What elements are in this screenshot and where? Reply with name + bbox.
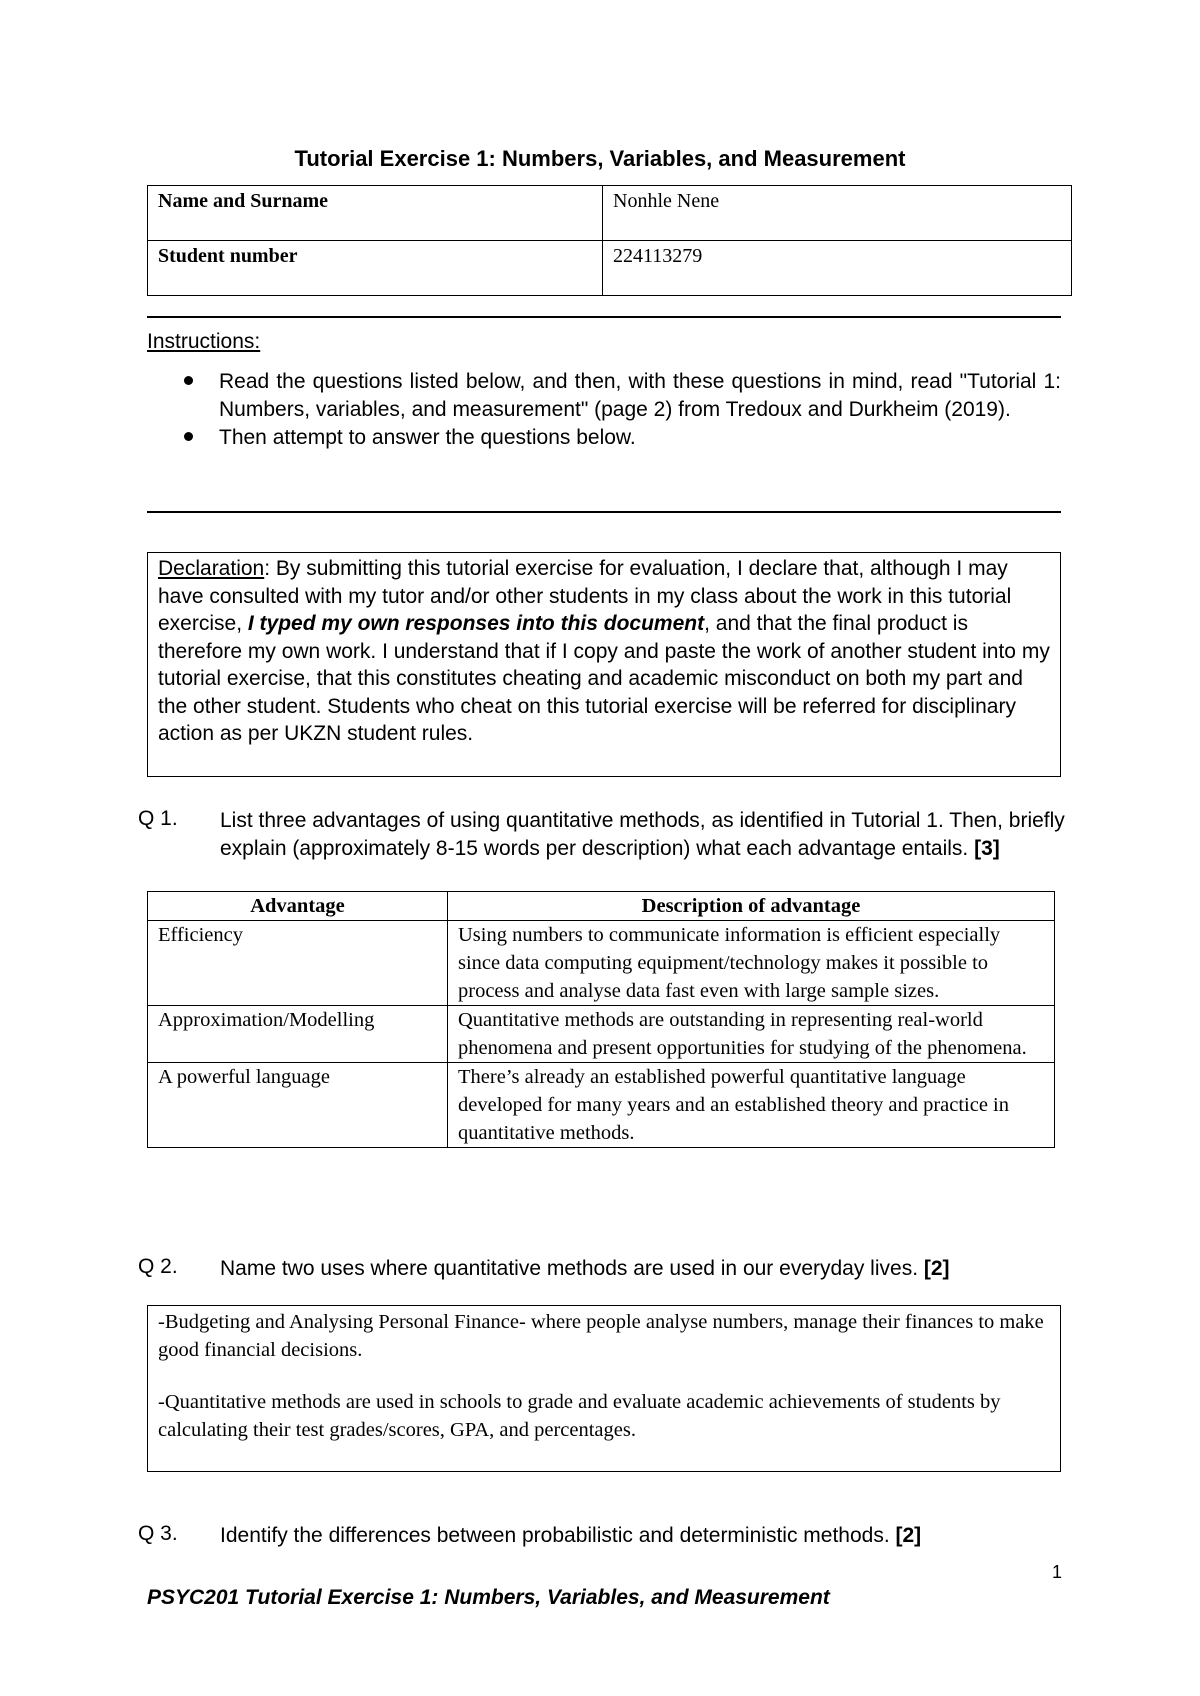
table-row bbox=[148, 1063, 1055, 1148]
column-header: Description of advantage bbox=[448, 892, 1055, 921]
horizontal-rule bbox=[147, 316, 1061, 318]
bullet-icon bbox=[184, 376, 193, 385]
description-cell: Using numbers to communicate information is efficient especially since data computing equipment/technology makes it possible to process and analyse data fast even with large sample sizes. bbox=[448, 921, 1055, 1006]
declaration-text-end: , and that the final product is therefore my own work. I understand that if I copy and paste the work of another student into my tutorial exercise, that this constitutes cheating and academic misconduct on both my part and the other student. Students who cheat on this tutorial exercise will be referred for disciplinary action as per UKZN student rules. bbox=[158, 612, 1050, 745]
instructions-list bbox=[147, 368, 1061, 452]
q3-text: Identify the differences between probabilistic and deterministic methods. [2] bbox=[220, 1524, 922, 1547]
answer-paragraph: -Quantitative methods are used in schools to grade and evaluate academic achievements of students by calculating their test grades/scores, GPA, and percentages. bbox=[158, 1391, 1001, 1441]
table-row bbox=[148, 186, 1072, 241]
description-cell: There’s already an established powerful quantitative language developed for many years and an established theory and practice in quantitative methods. bbox=[448, 1063, 1055, 1148]
q3-marks: [2] bbox=[895, 1524, 922, 1547]
table-row bbox=[148, 1006, 1055, 1063]
table-row bbox=[148, 921, 1055, 1006]
advantage-cell: Approximation/Modelling bbox=[148, 1006, 448, 1063]
bullet-icon bbox=[184, 432, 193, 441]
q1-text: List three advantages of using quantitative methods, as identified in Tutorial 1. Then, briefly explain (approximately 8-15 words per description) what each advantage entails. [3] bbox=[220, 809, 1065, 860]
q2-number: Q 2. bbox=[138, 1255, 178, 1278]
list-item: Read the questions listed below, and then, with these questions in mind, read "Tutorial 1: Numbers, variables, and measurement" (page 2) from Tredoux and Durkheim (2019). bbox=[147, 368, 1061, 424]
name-value: Nonhle Nene bbox=[603, 186, 1072, 241]
list-item: Then attempt to answer the questions below. bbox=[147, 424, 1061, 452]
declaration-label: Declaration bbox=[158, 557, 265, 580]
horizontal-rule bbox=[147, 511, 1061, 513]
answer-paragraph: -Budgeting and Analysing Personal Finance- where people analyse numbers, manage their finances to make good financial decisions. bbox=[158, 1311, 1044, 1361]
declaration-box bbox=[147, 552, 1061, 777]
student-number-value: 224113279 bbox=[603, 241, 1072, 296]
q2-text: Name two uses where quantitative methods are used in our everyday lives. [2] bbox=[220, 1257, 950, 1280]
advantage-cell: Efficiency bbox=[148, 921, 448, 1006]
description-cell: Quantitative methods are outstanding in representing real-world phenomena and present opportunities for studying of the phenomena. bbox=[448, 1006, 1055, 1063]
page-footer: PSYC201 Tutorial Exercise 1: Numbers, Variables, and Measurement bbox=[147, 1586, 830, 1609]
student-info-table bbox=[147, 185, 1072, 296]
declaration-text: : By submitting this tutorial exercise for evaluation, I declare that, although I may have consulted with my tutor and/or other students in my class about the work in this tutorial exercise, bbox=[158, 557, 1012, 635]
table-row bbox=[148, 241, 1072, 296]
q1-number: Q 1. bbox=[138, 807, 178, 830]
advantages-table bbox=[147, 891, 1055, 1148]
table-header-row bbox=[148, 892, 1055, 921]
column-header: Advantage bbox=[148, 892, 448, 921]
q2-answer-box bbox=[147, 1305, 1061, 1472]
declaration-emphasis: I typed my own responses into this document bbox=[247, 612, 705, 635]
q2-marks: [2] bbox=[923, 1257, 950, 1280]
advantage-cell: A powerful language bbox=[148, 1063, 448, 1148]
instructions-heading: Instructions: bbox=[147, 330, 261, 353]
q1-marks: [3] bbox=[974, 837, 1000, 860]
page-number: 1 bbox=[1052, 1562, 1063, 1582]
q3-number: Q 3. bbox=[138, 1522, 178, 1545]
document-title: Tutorial Exercise 1: Numbers, Variables, and Measurement bbox=[294, 146, 906, 171]
student-number-label: Student number bbox=[148, 241, 603, 296]
name-label: Name and Surname bbox=[148, 186, 603, 241]
